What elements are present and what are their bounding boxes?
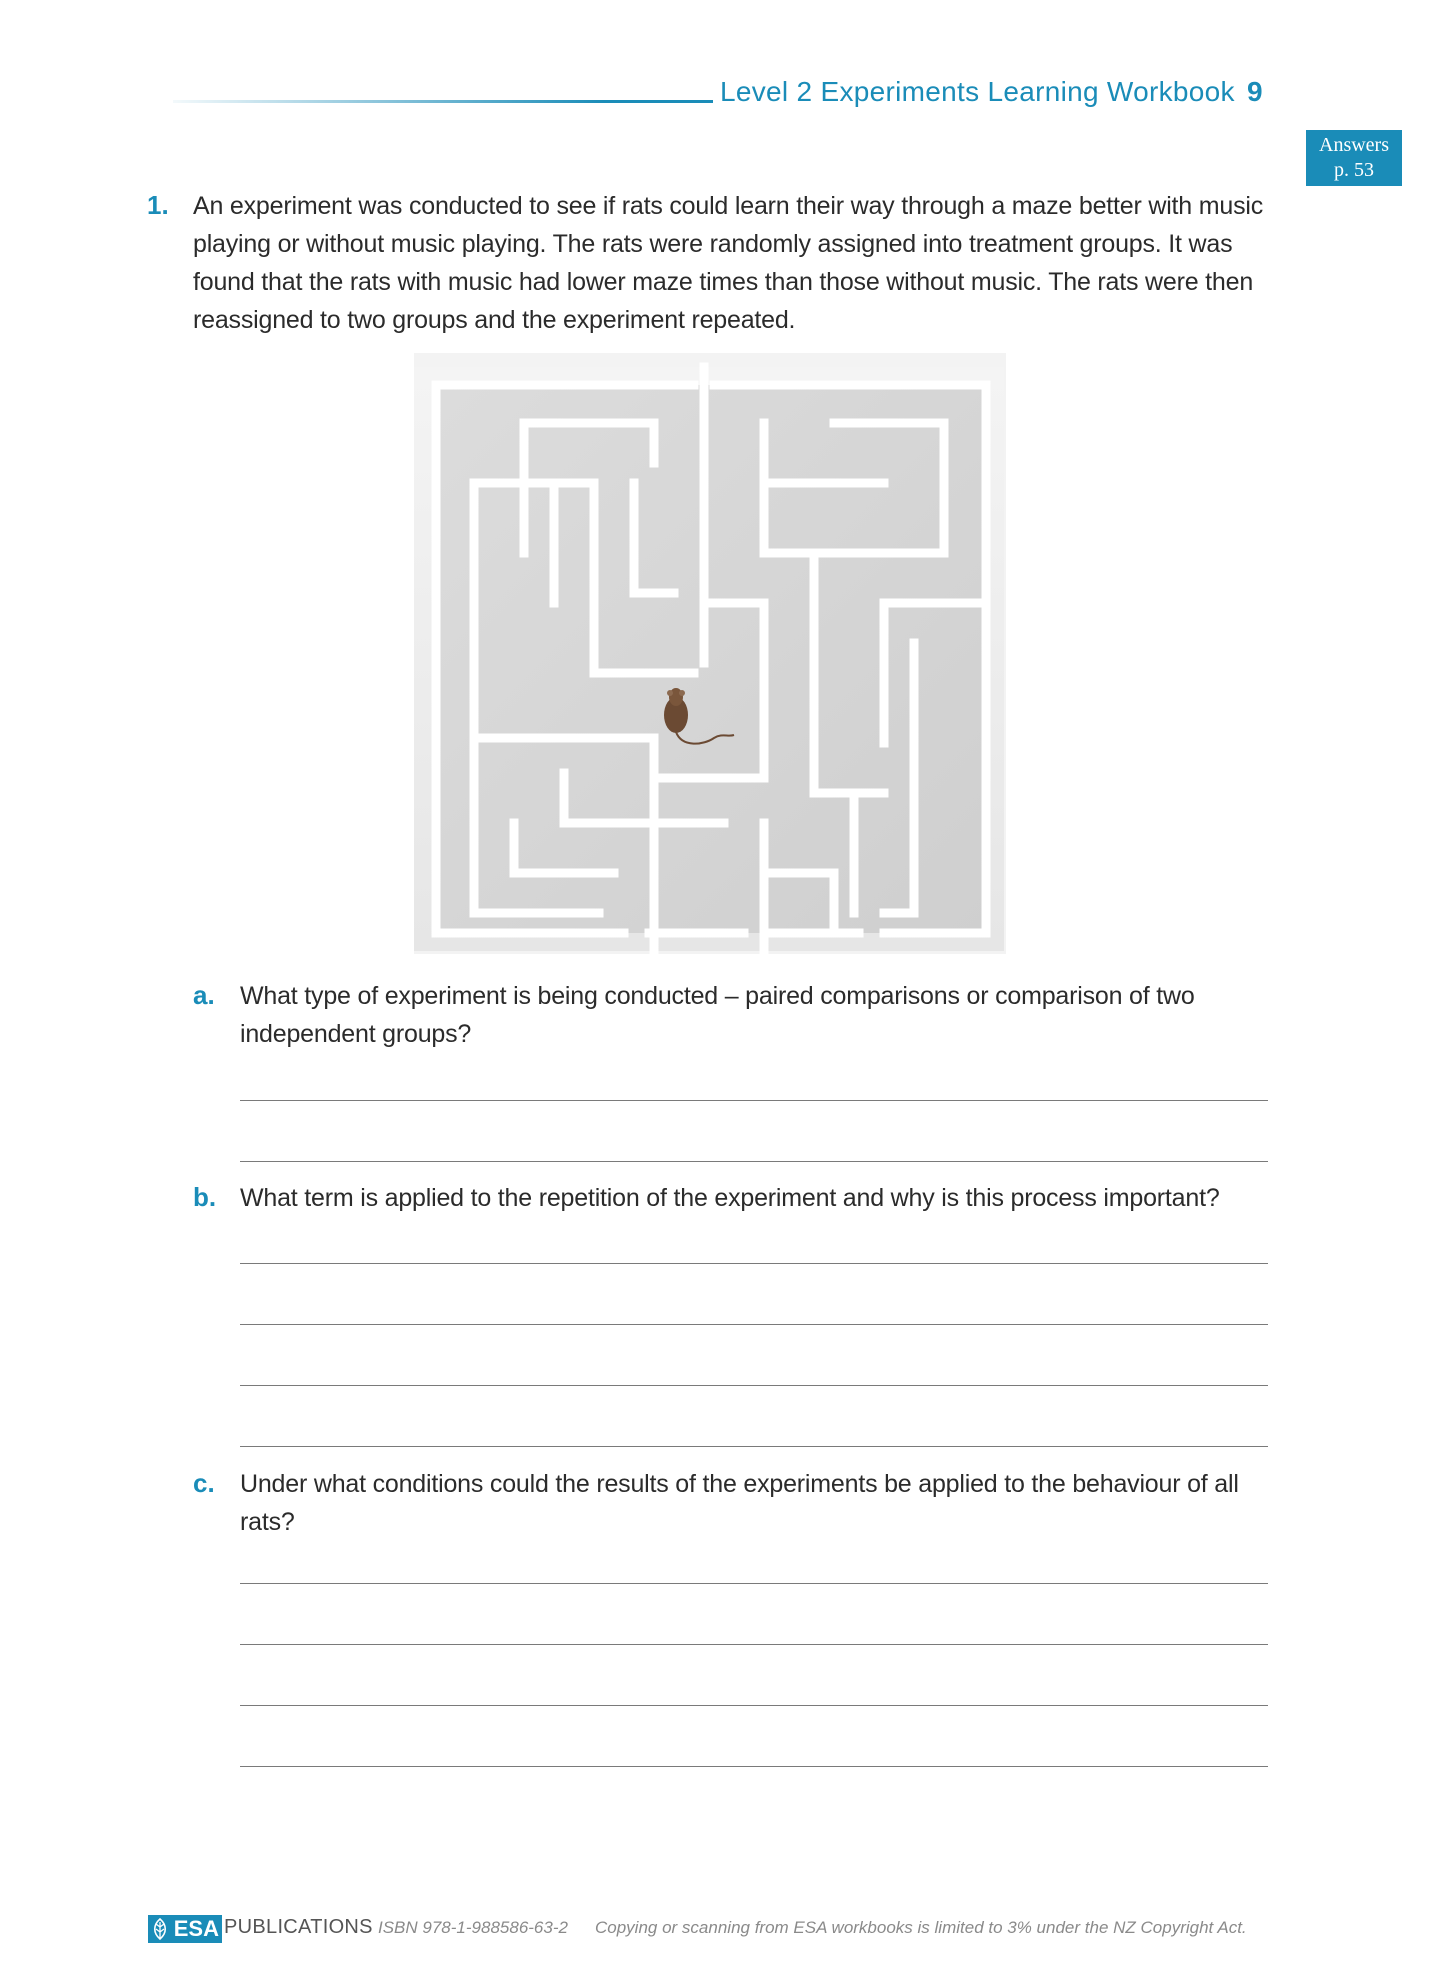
subquestion-letter-b: b. [193, 1182, 217, 1212]
maze-image [414, 353, 1006, 954]
answer-line-a-1[interactable] [240, 1100, 1268, 1101]
esa-logo [148, 1915, 222, 1943]
answer-line-c-4[interactable] [240, 1766, 1268, 1767]
answer-line-a-2[interactable] [240, 1161, 1268, 1162]
answers-badge-page: p. 53 [1334, 159, 1374, 181]
answer-line-b-2[interactable] [240, 1324, 1268, 1325]
subquestion-text-c: Under what conditions could the results of the experiments be applied to the behaviour of all rats? [240, 1470, 1239, 1536]
answer-line-b-1[interactable] [240, 1263, 1268, 1264]
subquestion-letter-c: c. [193, 1468, 215, 1498]
answer-line-c-2[interactable] [240, 1644, 1268, 1645]
answers-badge-label: Answers [1319, 134, 1389, 156]
maze-illustration [414, 353, 1006, 954]
page-number: 9 [1247, 76, 1263, 107]
workbook-title: Level 2 Experiments Learning Workbook [720, 76, 1235, 107]
subquestion-text-b: What term is applied to the repetition of the experiment and why is this process important? [240, 1184, 1220, 1212]
answer-line-c-1[interactable] [240, 1583, 1268, 1584]
answers-badge [1306, 130, 1402, 186]
leaf-icon [151, 1918, 169, 1940]
isbn: ISBN 978-1-988586-63-2 [378, 1918, 568, 1937]
header-rule [173, 100, 713, 103]
copyright-notice: Copying or scanning from ESA workbooks is limited to 3% under the NZ Copyright Act. [595, 1918, 1247, 1937]
answer-line-c-3[interactable] [240, 1705, 1268, 1706]
subquestion-letter-a: a. [193, 980, 215, 1010]
esa-logo-text: ESA [173, 1916, 219, 1941]
question-number: 1. [147, 190, 169, 220]
subquestion-text-a: What type of experiment is being conducted – paired comparisons or comparison of two independent groups? [240, 982, 1195, 1048]
answer-line-b-4[interactable] [240, 1446, 1268, 1447]
question-text: An experiment was conducted to see if rats could learn their way through a maze better with music playing or without music playing. The rats were randomly assigned into treatment groups. It was found that the rats with music had lower maze times than those without music. The rats were then reassigned to two groups and the experiment repeated. [193, 192, 1264, 334]
publications-label: PUBLICATIONS [224, 1916, 373, 1938]
footer [148, 1915, 1278, 1945]
answer-line-b-3[interactable] [240, 1385, 1268, 1386]
